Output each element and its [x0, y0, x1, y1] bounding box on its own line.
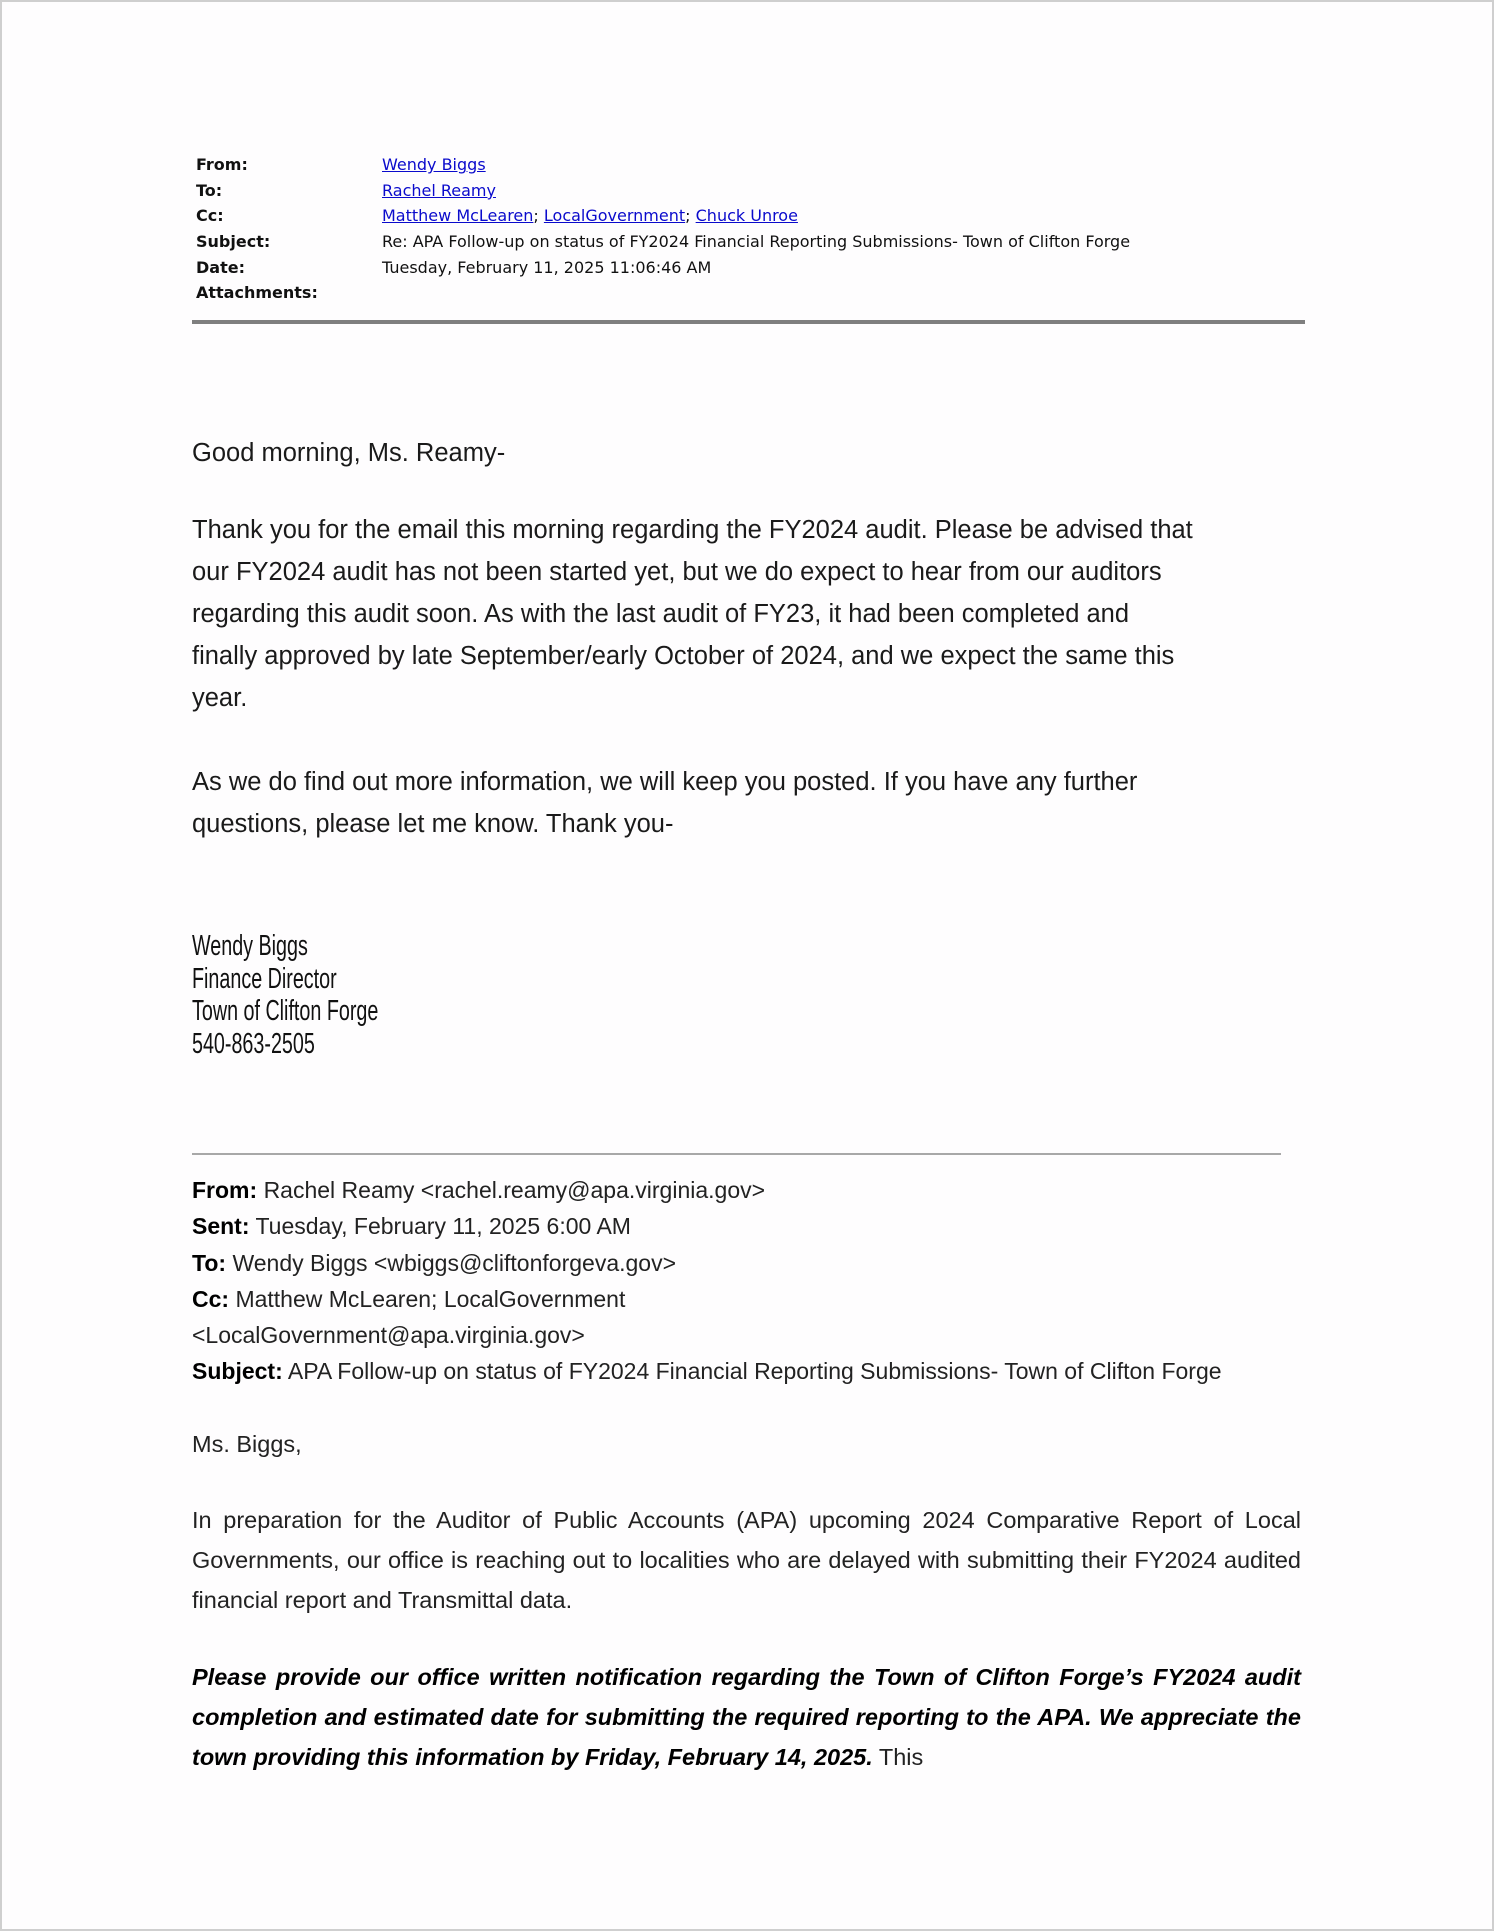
fwd-to-label: To:: [192, 1249, 227, 1276]
fwd-subject-value: APA Follow-up on status of FY2024 Financial Reporting Submissions- Town of Clifton Forge: [287, 1358, 1222, 1385]
to-link[interactable]: Rachel Reamy: [382, 180, 496, 200]
fwd-from-label: From:: [192, 1177, 258, 1203]
text-line: year.: [192, 684, 248, 712]
date-value: Tuesday, February 11, 2025 11:06:46 AM: [382, 257, 712, 277]
subject-value: Re: APA Follow-up on status of FY2024 Financial Reporting Submissions- Town of Clifton Forge: [382, 232, 1131, 252]
signature-phone: 540-863-2505: [192, 1027, 315, 1060]
cc-label: Cc:: [196, 206, 224, 226]
header-divider: [192, 320, 1305, 324]
email-header: [196, 152, 1130, 306]
fwd-paragraph-1: In preparation for the Auditor of Public Accounts (APA) upcoming 2024 Comparative Report of Local Governments, our office is reaching out to localities who are delayed with submitting their FY2024 audited financial report and Transmittal data.: [192, 1507, 1301, 1613]
fwd-cc-value: Matthew McLearen; LocalGovernment: [235, 1285, 626, 1312]
from-link[interactable]: Wendy Biggs: [382, 155, 486, 175]
header-subject-row: [196, 229, 1130, 255]
header-attachments-row: [196, 280, 1130, 306]
greeting: Good morning, Ms. Reamy-: [192, 439, 506, 467]
cc-link[interactable]: Chuck Unroe: [695, 206, 798, 226]
attachments-label: Attachments:: [196, 283, 318, 303]
reply-paragraph-1: [192, 509, 1302, 719]
fwd-sent-value: Tuesday, February 11, 2025 6:00 AM: [255, 1213, 631, 1240]
fwd-from-value: Rachel Reamy <rachel.reamy@apa.virginia.gov>: [263, 1177, 766, 1203]
fwd-cc-label: Cc:: [192, 1285, 230, 1312]
fwd-sent-label: Sent:: [192, 1213, 250, 1240]
fwd-paragraph-2-tail: This: [872, 1744, 924, 1770]
fwd-salutation: Ms. Biggs,: [192, 1431, 302, 1457]
fwd-to-value: Wendy Biggs <wbiggs@cliftonforgeva.gov>: [232, 1249, 677, 1276]
text-line: questions, please let me know. Thank you-: [192, 810, 674, 838]
fwd-request-bold: Please provide our office written notification regarding the Town of Clifton Forge’s FY2024 audit completion and estimated date for submitting the required reporting to the APA. We appreciate the town providing this information by Friday, February 14, 2025.: [192, 1664, 1301, 1770]
text-line: Thank you for the email this morning regarding the FY2024 audit. Please be advised that: [192, 516, 1193, 544]
forwarded-header: [192, 1172, 1222, 1390]
header-date-row: [196, 254, 1130, 280]
fwd-cc-value-cont: <LocalGovernment@apa.virginia.gov>: [192, 1322, 585, 1349]
fwd-paragraph-2: [192, 1657, 1301, 1777]
text-line: regarding this audit soon. As with the last audit of FY23, it had been completed and: [192, 600, 1130, 628]
signature: [192, 930, 378, 1060]
cc-separator: ;: [533, 206, 539, 226]
text-line: finally approved by late September/early October of 2024, and we expect the same this: [192, 642, 1175, 670]
signature-title: Finance Director: [192, 962, 337, 995]
subject-label: Subject:: [196, 232, 271, 252]
to-label: To:: [196, 180, 223, 200]
forward-divider: [192, 1153, 1281, 1155]
fwd-subject-label: Subject:: [192, 1358, 283, 1385]
text-line: As we do find out more information, we will keep you posted. If you have any further: [192, 768, 1138, 796]
header-from-row: [196, 152, 1130, 178]
signature-org: Town of Clifton Forge: [192, 995, 379, 1027]
date-label: Date:: [196, 257, 245, 277]
from-label: From:: [196, 155, 248, 175]
text-line: our FY2024 audit has not been started yet, but we do expect to hear from our auditors: [192, 558, 1162, 586]
reply-paragraph-2: [192, 761, 1302, 845]
header-to-row: [196, 178, 1130, 204]
cc-separator: ;: [685, 206, 691, 226]
cc-link[interactable]: LocalGovernment: [543, 206, 686, 226]
header-cc-row: [196, 203, 1130, 229]
cc-link[interactable]: Matthew McLearen: [382, 206, 534, 226]
signature-name: Wendy Biggs: [192, 930, 308, 962]
